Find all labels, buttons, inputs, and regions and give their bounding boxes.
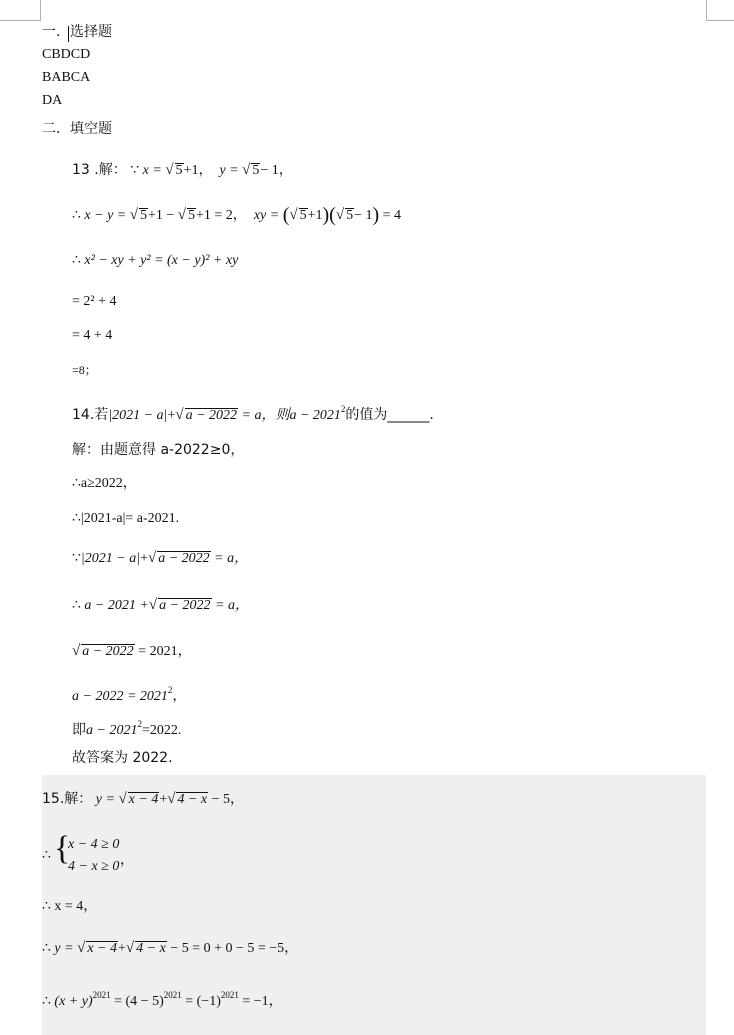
q14-sol-3: ∴|2021-a|= a-2021.: [72, 511, 180, 526]
q15-line-5: ∴ $(x + y)^{2021} = (4 - 5)^{2021} = (-1)^{2021} = -1$，: [42, 990, 283, 1009]
q15-system-row-1: x − 4 ≥ 0: [68, 837, 120, 852]
answer-row-3: DA: [42, 93, 63, 108]
q14-stem: 14.若|2021 − a|+√ a − 2022 = a，则$a - 2021^2$的值为______.: [72, 404, 434, 423]
page-corner-mark-left: [0, 0, 41, 21]
q15-therefore-system: ∴: [42, 848, 51, 863]
q15-line-4: ∴ y = √ x − 4+√ 4 − x − 5 = 0 + 0 − 5 = −5，: [42, 940, 299, 956]
q14-sol-7: $a - 2022 = 2021^2$，: [72, 685, 187, 704]
q13-line-5: = 4 + 4: [72, 328, 113, 343]
q14-sol-8: 即$a - 2021^2=2022$.: [72, 719, 182, 738]
q15-system-row-2: 4 − x ≥ 0: [68, 859, 120, 874]
answer-row-1: CBDCD: [42, 47, 91, 62]
q15-line-3: ∴ x = 4，: [42, 899, 98, 914]
q14-sol-1: 解：由题意得 a-2022≥0，: [72, 442, 245, 458]
q14-answer: 故答案为 2022.: [72, 750, 173, 766]
q13-line-4: = 2² + 4: [72, 294, 117, 309]
q14-sol-5: ∴ a − 2021 +√ a − 2022 = a，: [72, 597, 249, 613]
q15-system-end: ，: [120, 853, 134, 868]
q14-sol-4: ∵|2021 − a|+√ a − 2022 = a，: [72, 550, 249, 566]
q13-line-3: ∴ x² − xy + y² = (x − y)² + xy: [72, 253, 239, 268]
section-2-title: 二．填空题: [42, 121, 112, 137]
q13-line-1: 13 .解： ∵ x = √ 5+1， y = √ 5− 1，: [72, 162, 293, 178]
q13-line-2: ∴ x − y = √ 5+1 − √ 5+1 = 2， xy = (√ 5+1)(√ 5− 1) = 4: [72, 204, 402, 226]
q14-sol-2: ∴a≥2022，: [72, 476, 137, 491]
page-corner-mark-right: [706, 0, 734, 21]
section-1-title: 一．选择题: [42, 24, 112, 40]
system-brace: {: [54, 830, 71, 867]
answer-row-2: BABCA: [42, 70, 91, 85]
q13-line-6: =8；: [72, 363, 97, 377]
q15-line-1: 15.解： y = √ x − 4+√ 4 − x − 5，: [42, 791, 245, 807]
q14-sol-6: √ a − 2022 = 2021，: [72, 643, 192, 659]
